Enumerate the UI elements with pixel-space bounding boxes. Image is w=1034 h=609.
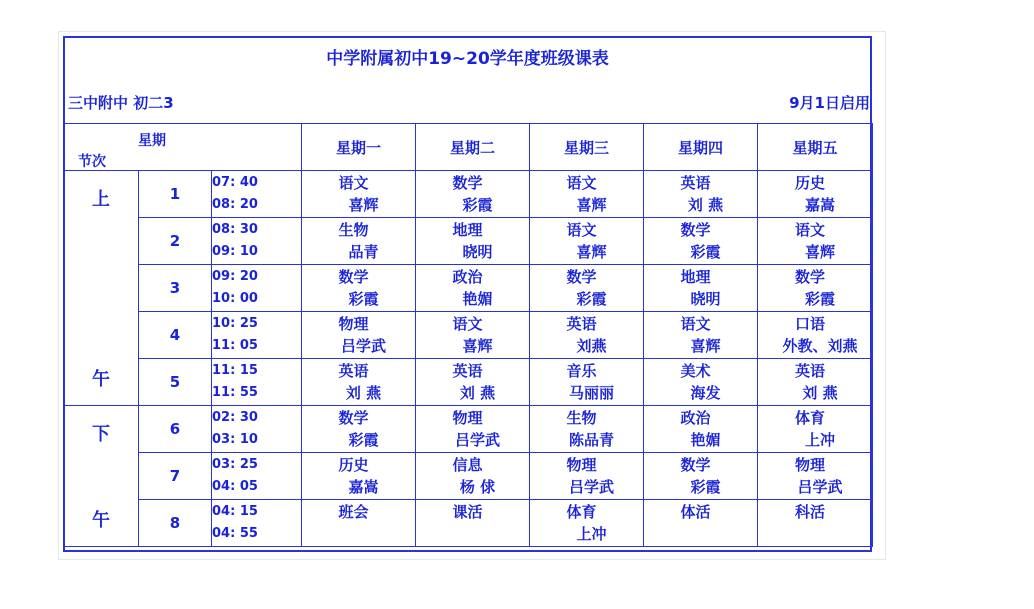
teacher-name: 彩霞 <box>348 290 379 308</box>
start-time: 09: 20 <box>212 269 258 284</box>
subject-name: 英语 <box>680 174 711 192</box>
subject-name: 物理 <box>566 456 597 474</box>
start-time: 02: 30 <box>212 410 258 425</box>
afternoon-label-bottom: 午 <box>92 510 110 531</box>
day-header: 星期三 <box>530 124 644 171</box>
class-cell <box>416 265 530 312</box>
period-number: 5 <box>139 359 212 406</box>
teacher-name: 晓明 <box>462 243 493 261</box>
class-cell <box>644 312 758 359</box>
class-cell <box>644 359 758 406</box>
period-label: 节次 <box>78 154 106 170</box>
class-cell <box>530 359 644 406</box>
class-cell <box>416 171 530 218</box>
start-time: 04: 15 <box>212 504 258 519</box>
end-time: 03: 10 <box>212 432 258 447</box>
class-cell <box>758 218 873 265</box>
subject-name: 物理 <box>795 456 826 474</box>
subject-name: 数学 <box>452 174 483 192</box>
teacher-name: 海发 <box>690 384 721 402</box>
class-cell <box>302 406 416 453</box>
teacher-name: 艳媚 <box>462 290 493 308</box>
subject-name: 语文 <box>338 174 369 192</box>
class-cell <box>758 453 873 500</box>
class-cell <box>302 359 416 406</box>
subject-name: 美术 <box>680 362 711 380</box>
subject-name: 数学 <box>338 409 369 427</box>
teacher-name: 彩霞 <box>462 196 493 214</box>
class-cell <box>530 218 644 265</box>
teacher-name: 彩霞 <box>690 478 721 496</box>
subject-name: 语文 <box>566 221 597 239</box>
morning-label-bottom: 午 <box>92 369 110 390</box>
subject-name: 历史 <box>795 174 826 192</box>
period-row <box>64 265 873 312</box>
corner-header <box>64 124 302 171</box>
period-number: 7 <box>139 453 212 500</box>
period-row <box>64 359 873 406</box>
morning-section <box>64 171 139 406</box>
subject-name: 政治 <box>452 268 483 286</box>
teacher-name: 喜辉 <box>576 243 607 261</box>
end-time: 11: 55 <box>212 385 258 400</box>
class-cell <box>530 406 644 453</box>
teacher-name: 马丽丽 <box>569 384 615 402</box>
class-cell <box>416 359 530 406</box>
subject-name: 数学 <box>566 268 597 286</box>
teacher-name: 上冲 <box>576 525 607 543</box>
subject-name: 数学 <box>680 221 711 239</box>
start-time: 11: 15 <box>212 363 258 378</box>
afternoon-section <box>64 406 139 547</box>
class-cell <box>416 453 530 500</box>
teacher-name: 喜辉 <box>348 196 379 214</box>
period-times <box>212 171 302 218</box>
school-class-label: 三中附中 初二3 <box>68 94 174 112</box>
teacher-name: 刘燕 <box>576 337 607 355</box>
teacher-name: 刘 燕 <box>687 196 724 214</box>
day-header: 星期二 <box>416 124 530 171</box>
teacher-name: 上冲 <box>805 431 836 449</box>
teacher-name: 杨 俅 <box>459 478 496 496</box>
period-row <box>64 171 873 218</box>
period-times <box>212 406 302 453</box>
subject-name: 数学 <box>680 456 711 474</box>
period-number: 8 <box>139 500 212 547</box>
teacher-name: 刘 燕 <box>459 384 496 402</box>
class-cell <box>758 171 873 218</box>
start-date-label: 9月1日启用 <box>789 94 870 112</box>
class-cell <box>302 312 416 359</box>
class-cell <box>302 265 416 312</box>
period-times <box>212 265 302 312</box>
subject-name: 课活 <box>452 503 483 521</box>
period-times <box>212 312 302 359</box>
subject-name: 数学 <box>795 268 826 286</box>
subject-name: 地理 <box>452 221 483 239</box>
day-header: 星期四 <box>644 124 758 171</box>
teacher-name: 彩霞 <box>805 290 836 308</box>
teacher-name: 彩霞 <box>348 431 379 449</box>
class-cell <box>530 500 644 547</box>
period-number: 4 <box>139 312 212 359</box>
class-cell <box>758 312 873 359</box>
class-cell <box>644 218 758 265</box>
subject-name: 地理 <box>680 268 711 286</box>
period-row <box>64 500 873 547</box>
period-times <box>212 218 302 265</box>
class-cell <box>302 171 416 218</box>
class-cell <box>758 265 873 312</box>
teacher-name: 喜辉 <box>805 243 836 261</box>
class-cell <box>644 265 758 312</box>
period-number: 2 <box>139 218 212 265</box>
afternoon-label-top: 下 <box>92 424 110 445</box>
subject-name: 体活 <box>680 503 711 521</box>
subject-name: 语文 <box>680 315 711 333</box>
period-row <box>64 218 873 265</box>
class-cell <box>530 171 644 218</box>
teacher-name: 吕学武 <box>455 431 501 449</box>
class-cell <box>530 312 644 359</box>
class-cell <box>530 453 644 500</box>
subject-name: 英语 <box>452 362 483 380</box>
subject-name: 班会 <box>338 503 369 521</box>
teacher-name: 喜辉 <box>462 337 493 355</box>
end-time: 10: 00 <box>212 291 258 306</box>
class-cell <box>644 500 758 547</box>
teacher-name: 刘 燕 <box>802 384 838 402</box>
teacher-name: 吕学武 <box>569 478 615 496</box>
day-header: 星期五 <box>758 124 873 171</box>
class-cell <box>416 500 530 547</box>
subject-name: 物理 <box>338 315 369 333</box>
period-times <box>212 500 302 547</box>
period-row <box>64 453 873 500</box>
class-cell <box>416 312 530 359</box>
teacher-name: 吕学武 <box>341 337 387 355</box>
end-time: 11: 05 <box>212 338 258 353</box>
subject-name: 政治 <box>680 409 711 427</box>
class-cell <box>644 406 758 453</box>
teacher-name: 陈品青 <box>569 431 615 449</box>
day-header: 星期一 <box>302 124 416 171</box>
subject-name: 语文 <box>452 315 483 333</box>
timetable-grid <box>63 123 873 547</box>
teacher-name: 品青 <box>348 243 379 261</box>
teacher-name: 嘉嵩 <box>805 196 836 214</box>
subject-name: 体育 <box>566 503 597 521</box>
class-cell <box>302 218 416 265</box>
teacher-name: 彩霞 <box>690 243 721 261</box>
subject-name: 英语 <box>338 362 369 380</box>
header-row <box>64 124 873 171</box>
subject-name: 语文 <box>566 174 597 192</box>
period-times <box>212 359 302 406</box>
teacher-name: 喜辉 <box>690 337 721 355</box>
teacher-name: 彩霞 <box>576 290 607 308</box>
start-time: 03: 25 <box>212 457 258 472</box>
subject-name: 体育 <box>795 409 826 427</box>
subject-name: 数学 <box>338 268 369 286</box>
teacher-name: 喜辉 <box>576 196 607 214</box>
subject-name: 历史 <box>338 456 369 474</box>
class-cell <box>758 359 873 406</box>
teacher-name: 刘 燕 <box>345 384 382 402</box>
period-number: 6 <box>139 406 212 453</box>
end-time: 09: 10 <box>212 244 258 259</box>
period-row <box>64 406 873 453</box>
subject-name: 生物 <box>338 221 369 239</box>
subject-name: 生物 <box>566 409 597 427</box>
class-cell <box>302 453 416 500</box>
end-time: 04: 05 <box>212 479 258 494</box>
subject-name: 英语 <box>566 315 597 333</box>
end-time: 08: 20 <box>212 197 258 212</box>
teacher-name: 吕学武 <box>797 478 843 496</box>
class-cell <box>302 500 416 547</box>
period-times <box>212 453 302 500</box>
subject-name: 信息 <box>452 456 483 474</box>
start-time: 08: 30 <box>212 222 258 237</box>
class-cell <box>416 406 530 453</box>
teacher-name: 晓明 <box>690 290 721 308</box>
teacher-name: 艳媚 <box>690 431 721 449</box>
subject-name: 物理 <box>452 409 483 427</box>
subject-name: 语文 <box>795 221 826 239</box>
class-cell <box>530 265 644 312</box>
period-number: 3 <box>139 265 212 312</box>
teacher-name: 外教、刘燕 <box>782 337 858 355</box>
end-time: 04: 55 <box>212 526 258 541</box>
class-cell <box>416 218 530 265</box>
class-cell <box>644 171 758 218</box>
start-time: 07: 40 <box>212 175 258 190</box>
subject-name: 科活 <box>795 503 826 521</box>
timetable-title: 中学附属初中19~20学年度班级课表 <box>326 49 609 69</box>
morning-label-top: 上 <box>92 189 110 210</box>
subject-name: 口语 <box>795 315 826 333</box>
class-cell <box>644 453 758 500</box>
class-cell <box>758 406 873 453</box>
start-time: 10: 25 <box>212 316 258 331</box>
class-cell <box>758 500 873 547</box>
week-label: 星期 <box>138 133 166 149</box>
subject-name: 音乐 <box>566 362 597 380</box>
period-number: 1 <box>139 171 212 218</box>
teacher-name: 嘉嵩 <box>348 478 379 496</box>
subject-name: 英语 <box>795 362 826 380</box>
period-row <box>64 312 873 359</box>
